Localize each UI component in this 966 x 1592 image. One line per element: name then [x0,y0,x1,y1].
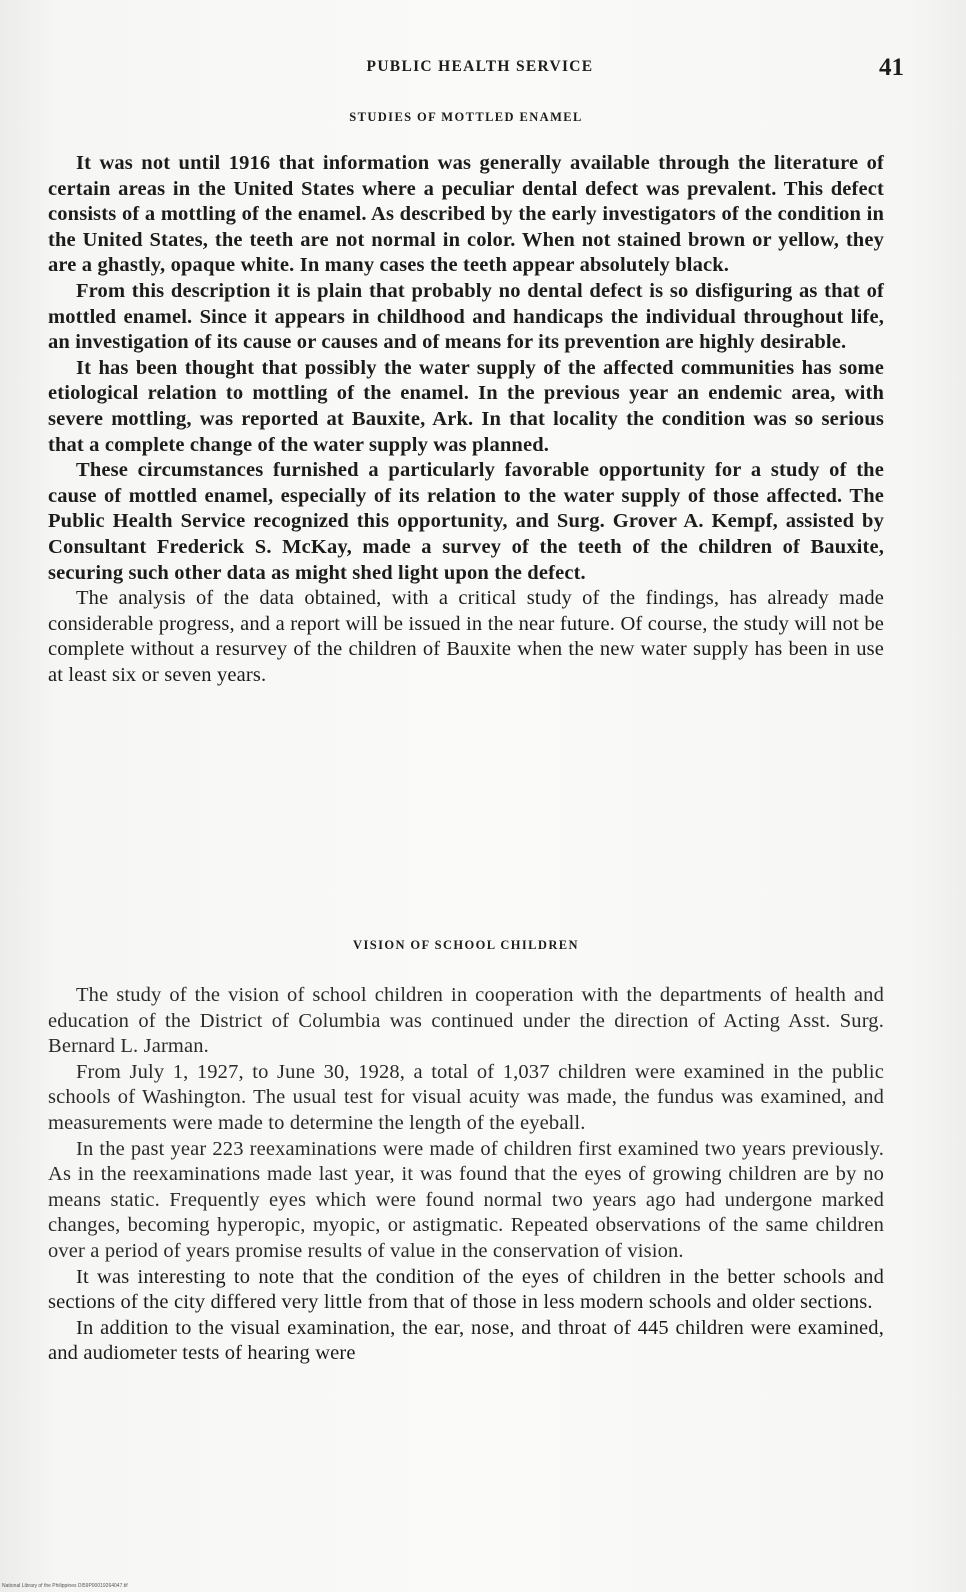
paragraph: In addition to the visual examination, the ear, nose, and throat of 445 children were examined, and audiometer tests of hearing were [48,1316,884,1365]
section-heading: STUDIES OF MOTTLED ENAMEL [349,110,583,124]
page-number: 41 [879,54,904,81]
paragraph: The analysis of the data obtained, with a critical study of the findings, has already made considerable progress, and a report will be issued in the near future. Of course, the study will not be complete without a resurvey of the children of Bauxite when the new water supply has been in use at least six or seven years. [48,587,884,686]
paragraph: In the past year 223 reexaminations were made of children first examined two years previously. As in the reexaminations made last year, it was found that the eyes of growing children are by no means static. Frequently eyes which were found normal two years ago had undergone marked changes, becoming hyperopic, myopic, or astigmatic. Repeated observations of the same children over a period of years promise results of value in the conservation of vision. [48,1137,884,1262]
scan-footer-note: National Library of the Philippines DI59P00019264047.tif [2,1583,128,1589]
paragraph: The study of the vision of school children in cooperation with the departments of health and education of the District of Columbia was continued under the direction of Acting Asst. Surg. Bernard L. Jarman. [48,984,884,1058]
paragraph: These circumstances furnished a particularly favorable opportunity for a study of the cause of mottled enamel, especially of its relation to the water supply of those affected. The Public Health Service recognized this opportunity, and Surg. Grover A. Kempf, assisted by Consultant Frederick S. McKay, made a survey of the teeth of the children of Bauxite, securing such other data as might shed light upon the defect. [48,459,884,584]
paragraph: It was not until 1916 that information was generally available through the literature of certain areas in the United States where a peculiar dental defect was prevalent. This defect consists of a mottling of the enamel. As described by the early investigators of the condition in the United States, the teeth are not normal in color. When not stained brown or yellow, they are a ghastly, opaque white. In many cases the teeth appear absolutely black. [48,152,884,277]
section-heading: VISION OF SCHOOL CHILDREN [353,938,579,952]
section-vision-school-children [48,938,884,1367]
paragraph: From July 1, 1927, to June 30, 1928, a total of 1,037 children were examined in the public schools of Washington. The usual test for visual acuity was made, the fundus was examined, and measurements were made to determine the length of the eyeball. [48,1060,884,1134]
paragraph: It has been thought that possibly the water supply of the affected communities has some etiological relation to mottling of the enamel. In the previous year an endemic area, with severe mottling, was reported at Bauxite, Ark. In that locality the condition was so serious that a complete change of the water supply was planned. [48,356,884,456]
running-title: PUBLIC HEALTH SERVICE [366,58,594,75]
paragraph: From this description it is plain that probably no dental defect is so disfiguring as that of mottled enamel. Since it appears in childhood and handicaps the individual throughout life, an investigation of its cause or causes and of means for its prevention are highly desirable. [48,279,884,354]
section-mottled-enamel [48,110,884,688]
paragraph: It was interesting to note that the condition of the eyes of children in the better schools and sections of the city differed very little from that of those in less modern schools and older sections. [48,1265,884,1314]
running-head [40,54,920,88]
